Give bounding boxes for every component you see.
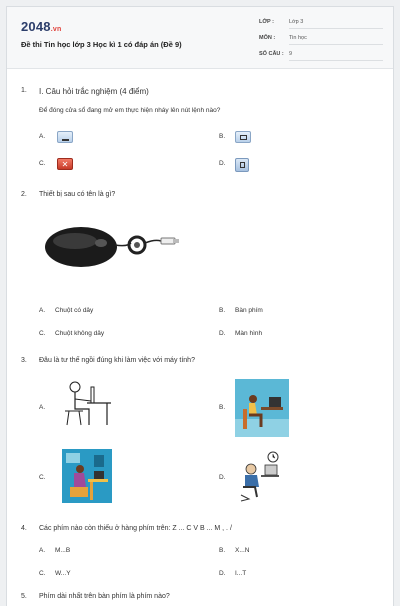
q1-option-a[interactable]: A. [39,133,46,140]
q1-option-d[interactable]: D. [219,160,226,167]
q1-option-b[interactable]: B. [219,133,226,140]
wired-mouse-image [45,219,195,279]
q4-option-a[interactable]: A. M...B [39,547,71,554]
page-title: Đề thi Tin học lớp 3 Học kì 1 có đáp án (Đề 9) [21,40,182,49]
posture-sketch-a-image[interactable] [57,377,115,435]
exam-sheet: 2048.vn Đề thi Tin học lớp 3 Học kì 1 có đáp án (Đề 9) LỚP : Lớp 3 MÔN : Tin học SỐ CÂU : 9 1. I. Câu hỏi trắc nghiệm (4 điểm) Để đóng cửa sổ đang mở em thực hiện nháy lên nút lệnh nào? A. B. C. ✕ D. 2. Thiết bị sau có tên là gì? A. Chuột có dây B. Bàn phím C. Chuột không dây D. Màn hình 3. Đâu là tư thế ngồi đúng khi làm việc với máy tính? A. B. C. D. 4. Các phím nào còn thiếu ở hàng phím trên: Z ... C V B ... M , . / A. M...B B. X...N C. W...Y D. I...T 5. Phím dài nhất trên bàn phím là phím nào? [6,6,394,606]
close-icon[interactable]: ✕ [57,158,73,170]
section-heading: 1. I. Câu hỏi trắc nghiệm (4 điểm) [21,87,149,96]
maximize-icon[interactable] [235,131,251,143]
header: 2048.vn Đề thi Tin học lớp 3 Học kì 1 có đáp án (Đề 9) LỚP : Lớp 3 MÔN : Tin học SỐ CÂU : 9 [7,7,393,69]
q4-option-d[interactable]: D. I...T [219,570,247,577]
q2-option-c[interactable]: C. Chuột không dây [39,330,105,337]
posture-photo-b-image[interactable] [235,379,289,437]
q4-option-c[interactable]: C. W...Y [39,570,71,577]
question-1-text: Để đóng cửa sổ đang mở em thực hiện nháy lên nút lệnh nào? [39,107,221,114]
q3-option-d[interactable]: D. [219,474,226,481]
restore-icon[interactable] [235,158,249,172]
q2-option-d[interactable]: D. Màn hình [219,330,263,337]
posture-photo-c-image[interactable] [62,449,112,503]
q2-option-a[interactable]: A. Chuột có dây [39,307,94,314]
q3-option-b[interactable]: B. [219,404,226,411]
q3-option-c[interactable]: C. [39,474,46,481]
q4-option-b[interactable]: B. X...N [219,547,250,554]
posture-cartoon-d-image[interactable] [235,451,283,503]
q2-option-b[interactable]: B. Bàn phím [219,307,263,314]
minimize-icon[interactable] [57,131,73,143]
q1-option-c[interactable]: C. [39,160,46,167]
site-logo[interactable]: 2048.vn [21,19,62,34]
q3-option-a[interactable]: A. [39,404,46,411]
